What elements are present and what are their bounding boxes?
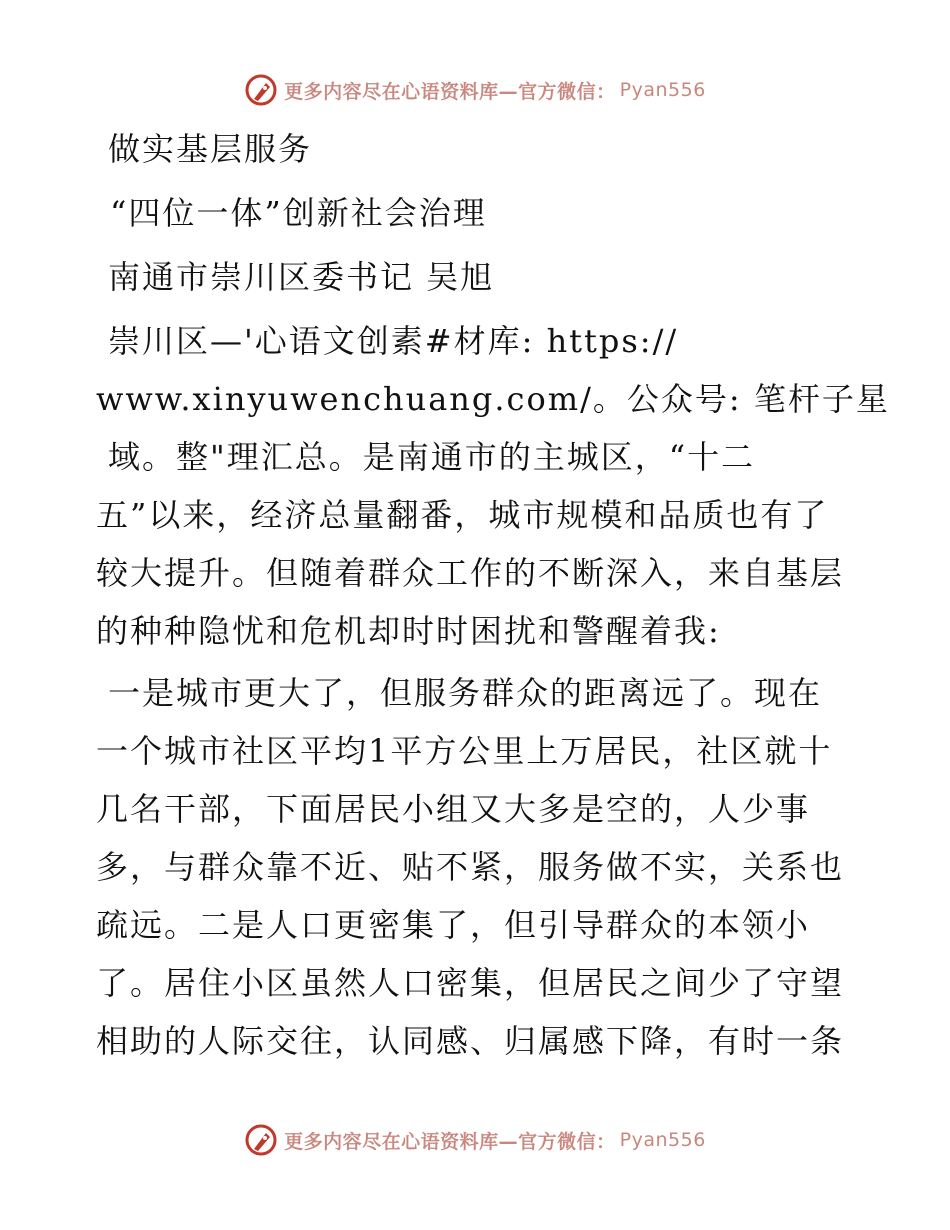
footer-watermark-banner (0, 1120, 950, 1160)
paragraph-2 (96, 664, 856, 1070)
paragraph-line: 较大提升。但随着群众工作的不断深入，来自基层 (96, 554, 845, 592)
banner-text: 更多内容尽在心语资料库—官方微信： (284, 80, 616, 103)
pen-nib-logo-icon (244, 1123, 278, 1157)
document-title: 做实基层服务 (108, 130, 313, 168)
paragraph-line: 多，与群众靠不近、贴不紧，服务做不实，关系也 (96, 848, 845, 886)
pen-nib-logo-icon (244, 73, 278, 107)
paragraph-line: www.xinyuwenchuang.com/。公众号: 笔杆子星 (96, 380, 890, 418)
paragraph-line: 的种种隐忧和危机却时时困扰和警醒着我: (96, 612, 721, 650)
banner-brand: Pyan556 (619, 1129, 706, 1151)
paragraph-line: 域。整"理汇总。是南通市的主城区，“十二 (108, 438, 756, 476)
document-subtitle: “四位一体”创新社会治理 (110, 194, 487, 232)
paragraph-line: 五”以来，经济总量翻番，城市规模和品质也有了 (96, 496, 829, 534)
banner-text: 更多内容尽在心语资料库—官方微信： (284, 1130, 616, 1153)
paragraph-line: 几名干部，下面居民小组又大多是空的，人少事 (96, 790, 811, 828)
document-body (96, 120, 890, 1070)
paragraph-line: 崇川区—'心语文创素#材库: https:// (108, 322, 679, 360)
paragraph-line: 一个城市社区平均1平方公里上万居民，社区就十 (96, 732, 833, 770)
paragraph-1 (96, 312, 890, 660)
paragraph-line: 相助的人际交往，认同感、归属感下降，有时一条 (96, 1022, 845, 1060)
paragraph-line: 一是城市更大了，但服务群众的距离远了。现在 (108, 674, 823, 712)
header-watermark-banner (0, 70, 950, 110)
document-author: 南通市崇川区委书记 吴旭 (108, 258, 495, 296)
paragraph-line: 了。居住小区虽然人口密集，但居民之间少了守望 (96, 964, 845, 1002)
paragraph-line: 疏远。二是人口更密集了，但引导群众的本领小 (96, 906, 811, 944)
banner-brand: Pyan556 (619, 79, 706, 101)
